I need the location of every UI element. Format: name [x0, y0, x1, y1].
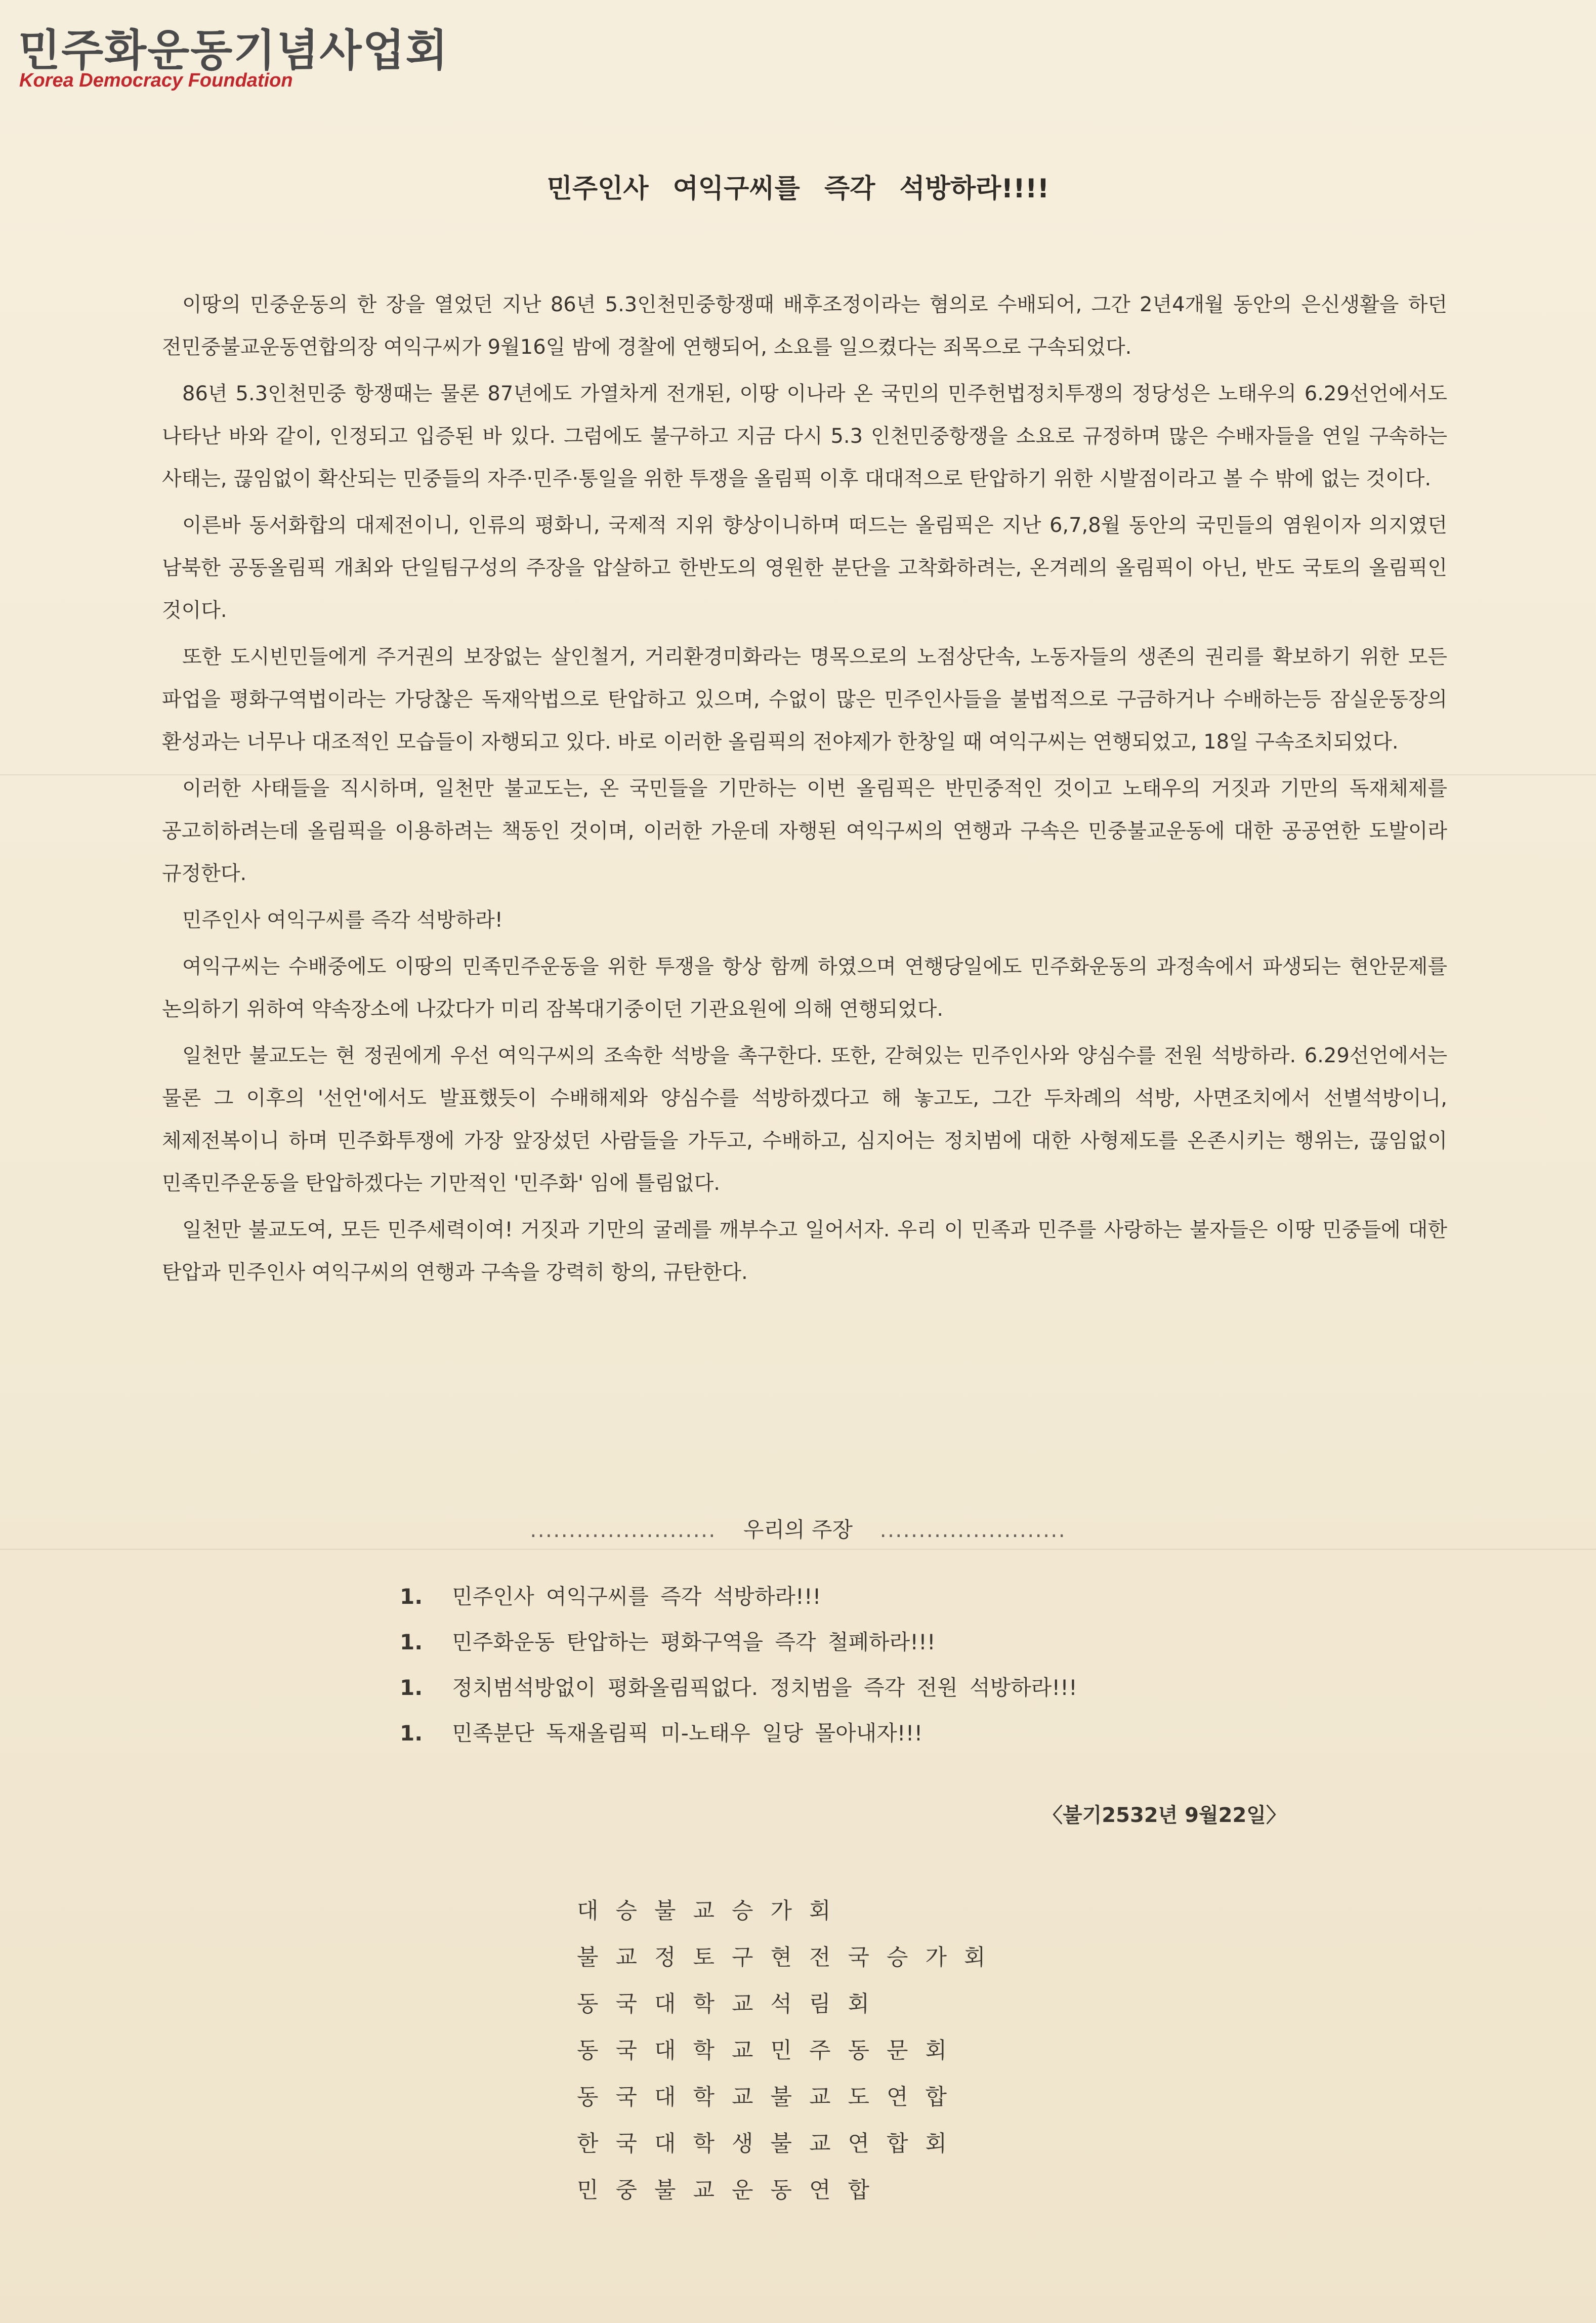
claim-text: 정치범석방없이 평화올림픽없다. 정치범을 즉각 전원 석방하라!!!: [452, 1675, 1077, 1700]
signatory-organizations: [577, 1888, 1003, 2214]
document-title: 민주인사 여익구씨를 즉각 석방하라!!!!: [547, 174, 1049, 204]
claim-number: 1.: [400, 1584, 423, 1609]
claim-number: 1.: [400, 1721, 423, 1746]
paragraph: 또한 도시빈민들에게 주거권의 보장없는 살인철거, 거리환경미화라는 명목으로의 노점상단속, 노동자들의 생존의 권리를 확보하기 위한 모든 파업을 평화구역법이라는 가당찮은 독재악법으로 탄압하고 있으며, 수없이 많은 민주인사들을 불법적으로 구금하거나 수배하는등 잠실운동장의 환성과는 너무나 대조적인 모습들이 자행되고 있다. 바로 이러한 올림픽의 전야제가 한창일 때 여익구씨는 연행되었고, 18일 구속조치되었다.: [162, 645, 1447, 754]
document-body: [162, 283, 1447, 1298]
claim-text: 민주인사 여익구씨를 즉각 석방하라!!!: [452, 1584, 821, 1609]
watermark-english: Korea Democracy Foundation: [19, 70, 293, 91]
paragraph: 여익구씨는 수배중에도 이땅의 민족민주운동을 위한 투쟁을 항상 함께 하였으며 연행당일에도 민주화운동의 과정속에서 파생되는 현안문제를 논의하기 위하여 약속장소에 나갔다가 미리 잠복대기중이던 기관요원에 의해 연행되었다.: [162, 955, 1447, 1021]
claim-item: [400, 1665, 1462, 1711]
organization-name: 민중불교운동연합: [577, 2177, 887, 2203]
organization-name: 대승불교승가회: [577, 1898, 848, 1924]
organization-name: 불교정토구현전국승가회: [577, 1944, 1003, 1970]
organization-name: 동국대학교민주동문회: [577, 2038, 964, 2063]
claims-heading-text: 우리의 주장: [743, 1517, 853, 1542]
claim-number: 1.: [400, 1630, 423, 1654]
organization-name: 한국대학생불교연합회: [577, 2131, 964, 2156]
organization-name: 동국대학교석림회: [577, 1991, 887, 2017]
claim-item: [400, 1574, 1462, 1620]
claim-item: [400, 1620, 1462, 1665]
paragraph: 민주인사 여익구씨를 즉각 석방하라!: [182, 908, 503, 932]
claim-item: [400, 1711, 1462, 1756]
paragraph: 일천만 불교도는 현 정권에게 우선 여익구씨의 조속한 석방을 촉구한다. 또한, 갇혀있는 민주인사와 양심수를 전원 석방하라. 6.29선언에서는 물론 그 이후의 '선언'에서도 발표했듯이 수배해제와 양심수를 석방하겠다고 해 놓고도, 그간 두차례의 석방, 사면조치에서 선별석방이니, 체제전복이니 하며 민주화투쟁에 가장 앞장섰던 사람들을 가두고, 수배하고, 심지어는 정치범에 대한 사형제도를 온존시키는 행위는, 끊임없이 민족민주운동을 탄압하겠다는 기만적인 '민주화' 임에 틀림없다.: [162, 1044, 1447, 1195]
claims-heading: [0, 1513, 1596, 1544]
paragraph: 이른바 동서화합의 대제전이니, 인류의 평화니, 국제적 지위 향상이니하며 떠드는 올림픽은 지난 6,7,8월 동안의 국민들의 염원이자 의지였던 남북한 공동올림픽 개최와 단일팀구성의 주장을 압살하고 한반도의 영원한 분단을 고착화하려는, 온겨레의 올림픽이 아닌, 반도 국토의 올림픽인 것이다.: [162, 514, 1447, 622]
paragraph: 이땅의 민중운동의 한 장을 열었던 지난 86년 5.3인천민중항쟁때 배후조정이라는 혐의로 수배되어, 그간 2년4개월 동안의 은신생활을 하던 전민중불교운동연합의장 여익구씨가 9월16일 밤에 경찰에 연행되어, 소요를 일으켰다는 죄목으로 구속되었다.: [162, 293, 1447, 359]
paragraph: 이러한 사태들을 직시하며, 일천만 불교도는, 온 국민들을 기만하는 이번 올림픽은 반민중적인 것이고 노태우의 거짓과 기만의 독재체제를 공고히하려는데 올림픽을 이용하려는 책동인 것이며, 이러한 가운데 자행된 여익구씨의 연행과 구속은 민중불교운동에 대한 공공연한 도발이라 규정한다.: [162, 777, 1447, 885]
organization-name: 동국대학교불교도연합: [577, 2084, 964, 2110]
paragraph: 일천만 불교도여, 모든 민주세력이여! 거짓과 기만의 굴레를 깨부수고 일어서자. 우리 이 민족과 민주를 사랑하는 불자들은 이땅 민중들에 대한 탄압과 민주인사 여익구씨의 연행과 구속을 강력히 항의, 규탄한다.: [162, 1218, 1447, 1284]
document-date: 〈불기2532년 9월22일〉: [1042, 1804, 1286, 1827]
paper-fold-line: [0, 1549, 1596, 1550]
claim-number: 1.: [400, 1675, 423, 1700]
paragraph: 86년 5.3인천민중 항쟁때는 물론 87년에도 가열차게 전개된, 이땅 이나라 온 국민의 민주헌법정치투쟁의 정당성은 노태우의 6.29선언에서도 나타난 바와 같이, 인정되고 입증된 바 있다. 그럼에도 불구하고 지금 다시 5.3 인천민중항쟁을 소요로 규정하며 많은 수배자들을 연일 구속하는 사태는, 끊임없이 확산되는 민중들의 자주·민주·통일을 위한 투쟁을 올림픽 이후 대대적으로 탄압하기 위한 시발점이라고 볼 수 밖에 없는 것이다.: [162, 382, 1447, 490]
leader-dots: ........................: [879, 1517, 1066, 1542]
claim-text: 민주화운동 탄압하는 평화구역을 즉각 철폐하라!!!: [452, 1630, 936, 1654]
watermark-korean: 민주화운동기념사업회: [18, 25, 449, 76]
leader-dots: ........................: [530, 1517, 717, 1542]
claim-text: 민족분단 독재올림픽 미-노태우 일당 몰아내자!!!: [452, 1721, 923, 1746]
claims-list: [400, 1574, 1462, 1756]
